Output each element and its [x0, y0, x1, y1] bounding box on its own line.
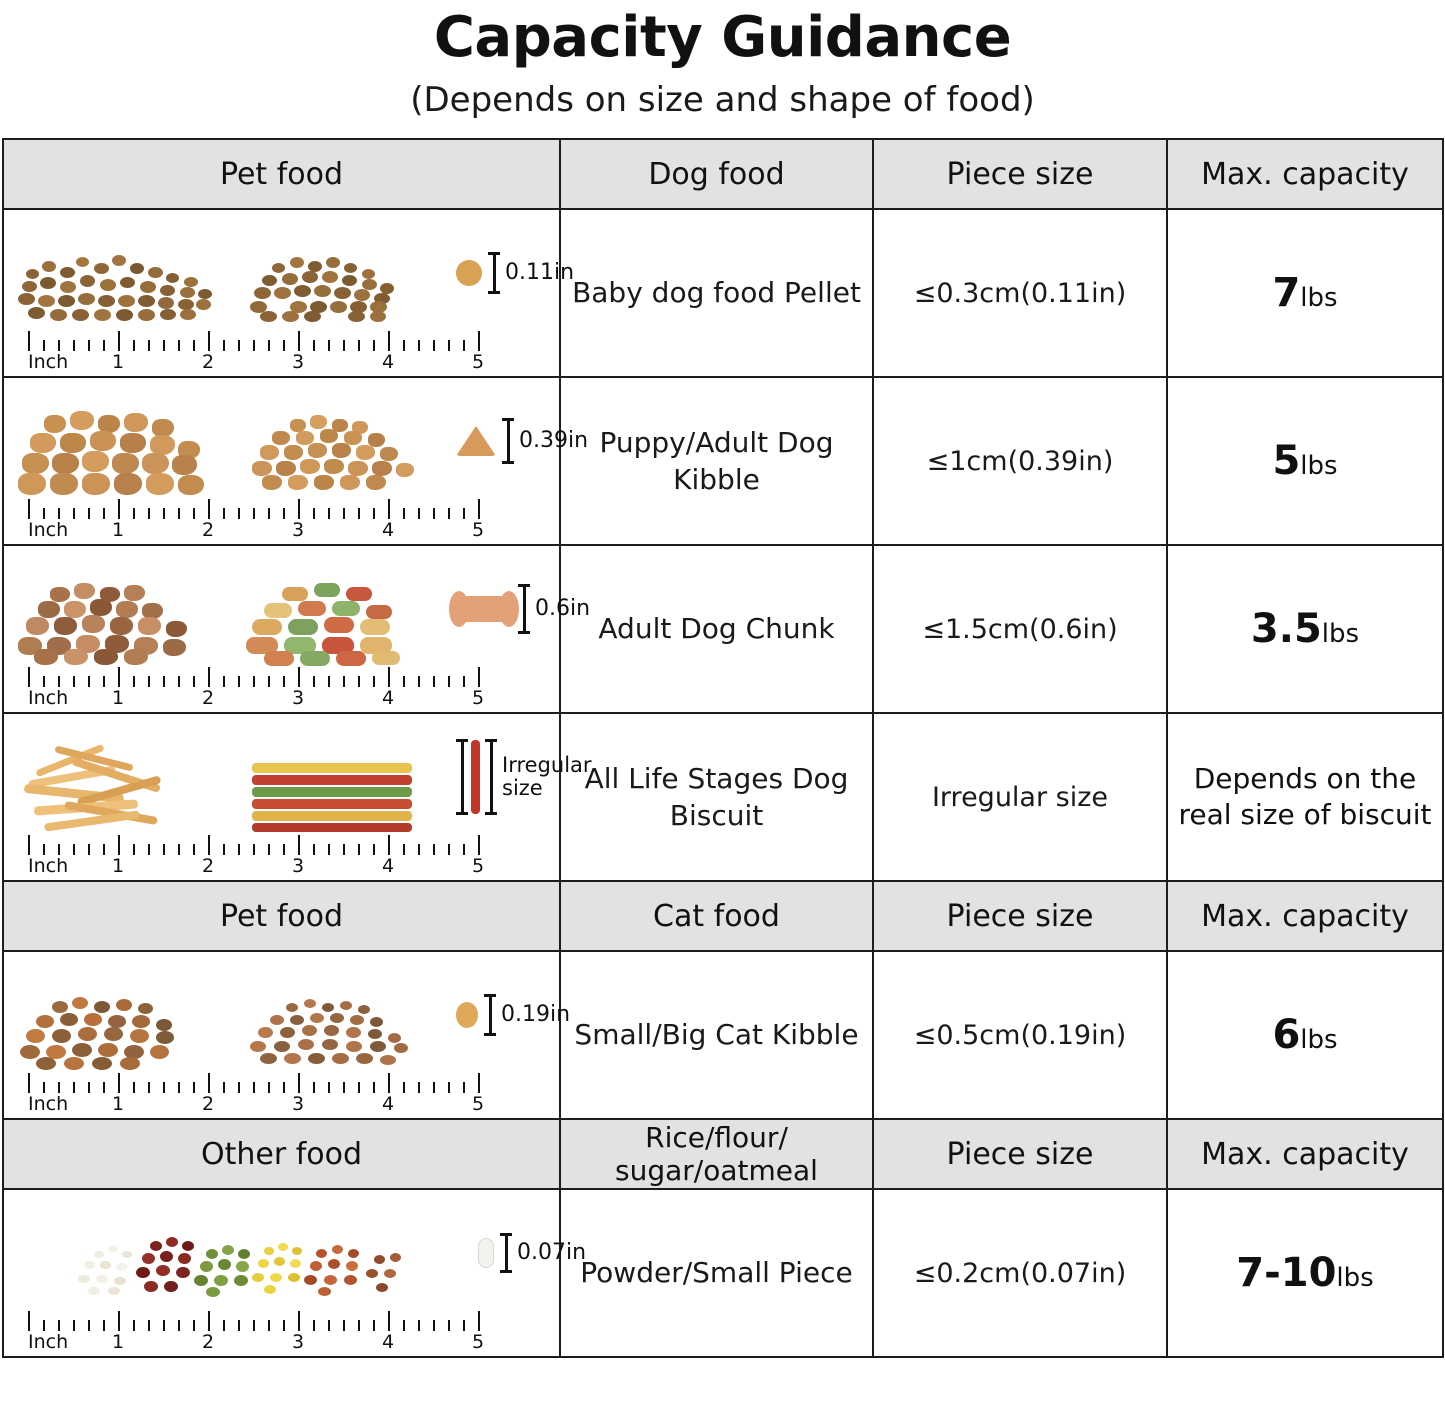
capacity-value: 5: [1272, 438, 1301, 485]
table-row: [3, 951, 1443, 1119]
piece-size: Irregular size: [873, 713, 1167, 881]
capacity-table: [2, 138, 1444, 1358]
header-pet-food: Pet food: [3, 881, 560, 951]
ruler-mark: 2: [201, 1093, 215, 1116]
ruler-mark: 3: [291, 519, 305, 542]
ruler-scale: [28, 497, 488, 543]
header-piece-size: Piece size: [873, 139, 1167, 209]
capacity-unit: lbs: [1300, 1025, 1338, 1056]
header-pet-food: Pet food: [3, 139, 560, 209]
ruler-mark: 4: [381, 1331, 395, 1354]
table-row: [3, 713, 1443, 881]
ruler-mark: 2: [201, 1331, 215, 1354]
ruler-mark: 1: [111, 519, 125, 542]
single-piece-stick: [471, 740, 480, 814]
header-max-capacity: Max. capacity: [1167, 139, 1443, 209]
food-name: All Life Stages Dog Biscuit: [560, 713, 873, 881]
food-name: Puppy/Adult Dog Kibble: [560, 377, 873, 545]
piece-size: ≤0.3cm(0.11in): [873, 209, 1167, 377]
single-piece-bone: [456, 596, 512, 622]
ruler-unit-label: Inch: [28, 519, 69, 542]
ruler-mark: 2: [201, 855, 215, 878]
dimension-indicator: [456, 739, 592, 815]
piece-size: ≤1.5cm(0.6in): [873, 545, 1167, 713]
ruler-scale: [28, 1071, 488, 1117]
header-max-capacity: Max. capacity: [1167, 881, 1443, 951]
food-sample-image-cat-kibble: [3, 951, 571, 1119]
ruler-mark: 3: [291, 351, 305, 374]
food-pile-jerky: [14, 721, 236, 833]
header-max-capacity: Max. capacity: [1167, 1119, 1443, 1189]
ruler-scale: [28, 1309, 488, 1355]
ruler-mark: 3: [291, 687, 305, 710]
ruler-mark: 5: [471, 687, 485, 710]
ruler-unit-label: Inch: [28, 1331, 69, 1354]
ruler-mark: 5: [471, 1093, 485, 1116]
ruler-unit-label: Inch: [28, 351, 69, 374]
ruler-mark: 4: [381, 687, 395, 710]
ruler-mark: 5: [471, 855, 485, 878]
ruler-mark: 5: [471, 519, 485, 542]
food-name: Baby dog food Pellet: [560, 209, 873, 377]
table-row: [3, 1189, 1443, 1357]
ruler-mark: 1: [111, 351, 125, 374]
header-rice-flour-line1: Rice/flour/: [645, 1121, 788, 1155]
dimension-label: 0.07in: [517, 1240, 587, 1266]
max-capacity: [1167, 951, 1443, 1119]
capacity-unit: lbs: [1336, 1263, 1374, 1294]
ruler-scale: [28, 665, 488, 711]
food-pile-mixed: [242, 553, 442, 665]
ruler-unit-label: Inch: [28, 1093, 69, 1116]
header-cat-food: Cat food: [560, 881, 873, 951]
food-pile-small: [242, 385, 442, 497]
food-pile-small: [242, 217, 442, 329]
dimension-label: 0.6in: [535, 596, 591, 622]
section-header-other: [3, 1119, 1443, 1189]
capacity-value: 7-10: [1236, 1250, 1337, 1297]
max-capacity: [1167, 209, 1443, 377]
max-capacity: [1167, 377, 1443, 545]
capacity-unit: lbs: [1300, 283, 1338, 314]
food-sample-image-grains: [3, 1189, 587, 1357]
piece-size: ≤1cm(0.39in): [873, 377, 1167, 545]
header-dog-food: Dog food: [560, 139, 873, 209]
food-pile-large: [14, 217, 236, 329]
ruler-mark: 2: [201, 519, 215, 542]
food-pile-large: [14, 959, 236, 1071]
header-other-food: Other food: [3, 1119, 560, 1189]
food-name: Small/Big Cat Kibble: [560, 951, 873, 1119]
food-sample-image-biscuit: [3, 713, 592, 881]
dimension-indicator: [488, 252, 574, 294]
dimension-label: 0.39in: [519, 428, 589, 454]
capacity-value: 6: [1272, 1012, 1301, 1059]
single-piece-grain: [478, 1238, 494, 1268]
ruler-scale: [28, 329, 488, 375]
section-header-dog: [3, 139, 1443, 209]
ruler-unit-label: Inch: [28, 687, 69, 710]
ruler-mark: 3: [291, 1331, 305, 1354]
food-name: Powder/Small Piece: [560, 1189, 873, 1357]
max-capacity: [1167, 545, 1443, 713]
food-pile-small: [242, 959, 442, 1071]
table-row: [3, 377, 1443, 545]
section-header-cat: [3, 881, 1443, 951]
ruler-mark: 4: [381, 855, 395, 878]
capacity-unit: lbs: [1300, 451, 1338, 482]
ruler-mark: 2: [201, 351, 215, 374]
page-subtitle: (Depends on size and shape of food): [410, 80, 1035, 121]
ruler-mark: 5: [471, 351, 485, 374]
piece-size: ≤0.2cm(0.07in): [873, 1189, 1167, 1357]
food-sample-image-baby-pellet: [3, 209, 575, 377]
header-piece-size: Piece size: [873, 881, 1167, 951]
food-pile-large: [14, 385, 236, 497]
ruler-mark: 1: [111, 1331, 125, 1354]
table-row: [3, 209, 1443, 377]
ruler-mark: 4: [381, 1093, 395, 1116]
dimension-indicator: [500, 1233, 586, 1273]
food-sample-image-chunk: [3, 545, 591, 713]
ruler-mark: 1: [111, 855, 125, 878]
single-piece-kibble: [456, 426, 496, 456]
capacity-value: 7: [1272, 270, 1301, 317]
capacity-value: 3.5: [1250, 606, 1322, 653]
ruler-mark: 1: [111, 687, 125, 710]
dimension-indicator: [502, 418, 588, 464]
capacity-unit: lbs: [1321, 619, 1360, 650]
ruler-mark: 3: [291, 1093, 305, 1116]
food-pile-grains: [54, 1197, 474, 1309]
header-piece-size: Piece size: [873, 1119, 1167, 1189]
ruler-mark: 5: [471, 1331, 485, 1354]
max-capacity: [1167, 1189, 1443, 1357]
ruler-mark: 4: [381, 519, 395, 542]
ruler-mark: 4: [381, 351, 395, 374]
ruler-scale: [28, 833, 488, 879]
header-rice-flour-line2: sugar/oatmeal: [615, 1154, 818, 1188]
max-capacity: Depends on the real size of biscuit: [1167, 713, 1443, 881]
single-piece-cat-kibble: [456, 1002, 478, 1028]
food-pile-sticks: [242, 721, 442, 833]
dimension-indicator: [518, 584, 590, 634]
dimension-indicator: [484, 994, 570, 1036]
table-row: [3, 545, 1443, 713]
food-name: Adult Dog Chunk: [560, 545, 873, 713]
page-title: Capacity Guidance: [433, 5, 1012, 70]
piece-size: ≤0.5cm(0.19in): [873, 951, 1167, 1119]
header-rice-flour: [560, 1119, 873, 1189]
ruler-mark: 1: [111, 1093, 125, 1116]
ruler-mark: 2: [201, 687, 215, 710]
ruler-mark: 3: [291, 855, 305, 878]
dimension-label: 0.11in: [505, 260, 575, 286]
capacity-guidance-page: [0, 6, 1445, 1425]
ruler-unit-label: Inch: [28, 855, 69, 878]
single-piece-pellet: [456, 260, 482, 286]
dimension-label: 0.19in: [501, 1002, 571, 1028]
dimension-label: Irregular size: [502, 753, 592, 801]
food-pile-large: [14, 553, 236, 665]
food-sample-image-kibble: [3, 377, 589, 545]
